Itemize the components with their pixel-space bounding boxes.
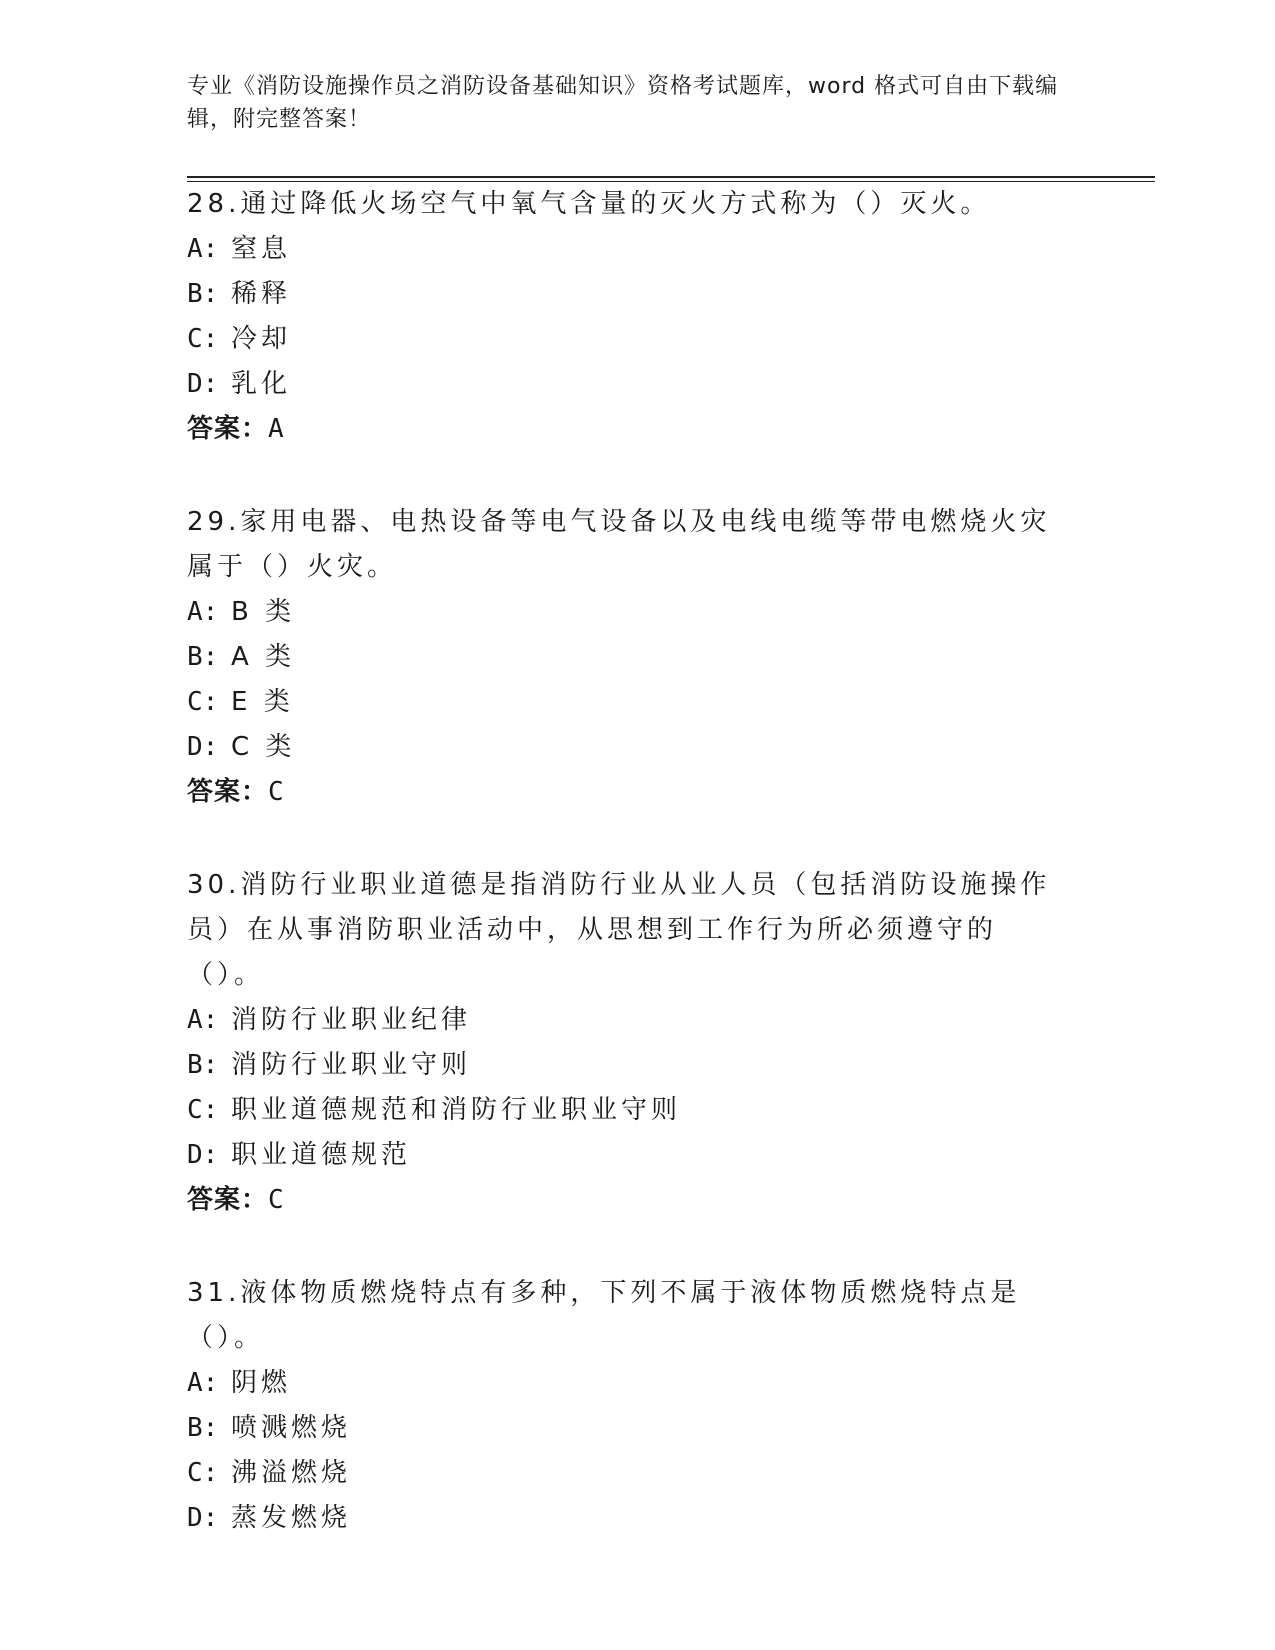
option-letter: A: (187, 1368, 219, 1398)
answer-option (187, 1496, 1167, 1541)
question-stem: 28.通过降低火场空气中氧气含量的灭火方式称为（）灭火。 (187, 189, 991, 219)
option-letter: B: (187, 642, 219, 672)
question-stem: 31.液体物质燃烧特点有多种，下列不属于液体物质燃烧特点是（）。 (187, 1278, 1021, 1353)
answer-option (187, 998, 1167, 1043)
option-text: 职业道德规范 (231, 1140, 412, 1170)
answer-option (187, 272, 1167, 317)
question-list (187, 182, 1167, 1541)
question-block (187, 500, 1167, 815)
option-letter: C: (187, 1095, 219, 1125)
option-text: 乳化 (231, 369, 292, 399)
option-text: 喷溅燃烧 (231, 1413, 352, 1443)
answer-option (187, 1451, 1167, 1496)
option-text: 稀释 (231, 279, 292, 309)
option-text: 蒸发燃烧 (231, 1503, 352, 1533)
option-letter: D: (187, 1503, 219, 1533)
option-text: 沸溢燃烧 (231, 1458, 352, 1488)
answer-label: 答案： (187, 414, 269, 444)
answer-line (187, 1178, 1167, 1223)
option-text: E 类 (231, 687, 294, 717)
question-block (187, 1271, 1167, 1541)
question-block (187, 182, 1167, 452)
answer-value: C (268, 1185, 285, 1215)
option-letter: D: (187, 1140, 219, 1170)
option-letter: D: (187, 732, 219, 762)
answer-line (187, 407, 1167, 452)
answer-value: C (268, 777, 285, 807)
option-letter: B: (187, 1413, 219, 1443)
answer-option (187, 725, 1167, 770)
document-header: 专业《消防设施操作员之消防设备基础知识》资格考试题库，word 格式可自由下载编辑，附完整答案！ (187, 74, 1059, 132)
answer-option (187, 680, 1167, 725)
answer-option (187, 1361, 1167, 1406)
option-text: 阴燃 (231, 1368, 292, 1398)
option-letter: A: (187, 1005, 219, 1035)
option-text: 消防行业职业守则 (231, 1050, 472, 1080)
option-text: A 类 (231, 642, 296, 672)
option-letter: B: (187, 1050, 219, 1080)
question-stem: 29.家用电器、电热设备等电气设备以及电线电缆等带电燃烧火灾属于（）火灾。 (187, 507, 1051, 582)
answer-option (187, 1406, 1167, 1451)
answer-option (187, 227, 1167, 272)
option-letter: A: (187, 597, 219, 627)
option-text: 冷却 (231, 324, 292, 354)
option-text: 窒息 (231, 234, 292, 264)
document-page (187, 70, 1167, 1541)
answer-option (187, 1088, 1167, 1133)
answer-label: 答案： (187, 777, 269, 807)
option-text: C 类 (231, 732, 296, 762)
option-letter: D: (187, 369, 219, 399)
option-letter: A: (187, 234, 219, 264)
answer-line (187, 770, 1167, 815)
option-text: 消防行业职业纪律 (231, 1005, 472, 1035)
answer-option (187, 1133, 1167, 1178)
answer-option (187, 362, 1167, 407)
answer-label: 答案： (187, 1185, 269, 1215)
question-spacer (187, 815, 1167, 863)
option-text: B 类 (231, 597, 296, 627)
answer-option (187, 590, 1167, 635)
answer-option (187, 1043, 1167, 1088)
option-letter: B: (187, 279, 219, 309)
option-letter: C: (187, 687, 219, 717)
question-block (187, 863, 1167, 1223)
question-spacer (187, 452, 1167, 500)
answer-option (187, 635, 1167, 680)
option-letter: C: (187, 324, 219, 354)
option-letter: C: (187, 1458, 219, 1488)
question-spacer (187, 1223, 1167, 1271)
answer-value: A (268, 414, 285, 444)
option-text: 职业道德规范和消防行业职业守则 (231, 1095, 682, 1125)
answer-option (187, 317, 1167, 362)
question-stem: 30.消防行业职业道德是指消防行业从业人员（包括消防设施操作员）在从事消防职业活动中，从思想到工作行为所必须遵守的（）。 (187, 870, 1051, 990)
